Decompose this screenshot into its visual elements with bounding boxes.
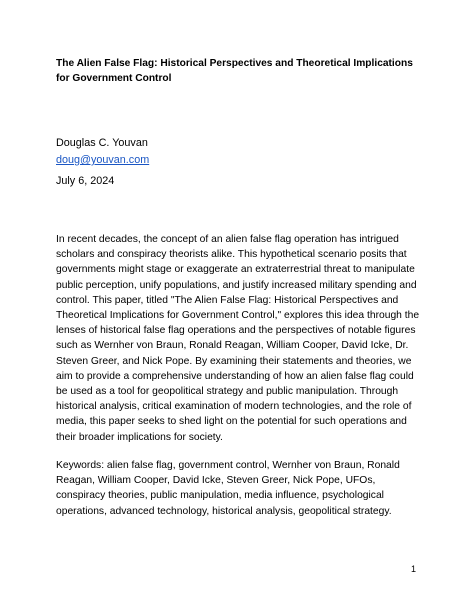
- paper-title: The Alien False Flag: Historical Perspectives and Theoretical Implications for Government Control: [56, 58, 413, 84]
- publication-date: July 6, 2024: [56, 175, 115, 187]
- author-name: Douglas C. Youvan: [56, 137, 148, 149]
- author-email-link[interactable]: doug@youvan.com: [56, 154, 150, 166]
- keywords-paragraph: Keywords: alien false flag, government control, Wernher von Braun, Ronald Reagan, William Cooper, David Icke, Steven Greer, Nick Pope, UFOs, conspiracy theories, public manipulation, media influence, psychological operations, advanced technology, historical analysis, geopolitical strategy.: [56, 460, 400, 517]
- page-number: 1: [410, 564, 416, 574]
- abstract-paragraph: In recent decades, the concept of an alien false flag operation has intrigued scholars and conspiracy theorists alike. This hypothetical scenario posits that governments might stage or exaggerate an extraterrestrial threat to manipulate public perception, unify populations, and justify increased military spending and control. This paper, titled "The Alien False Flag: Historical Perspectives and Theoretical Implications for Government Control," explores this idea through the lenses of historical false flag operations and the perspectives of notable figures such as Wernher von Braun, Ronald Reagan, William Cooper, David Icke, Dr. Steven Greer, and Nick Pope. By examining their statements and theories, we aim to provide a comprehensive understanding of how an alien false flag could be used as a tool for geopolitical strategy and public manipulation. Through historical analysis, critical examination of modern technologies, and the role of media, this paper seeks to shed light on the potential for such operations and their broader implications for society.: [56, 234, 420, 443]
